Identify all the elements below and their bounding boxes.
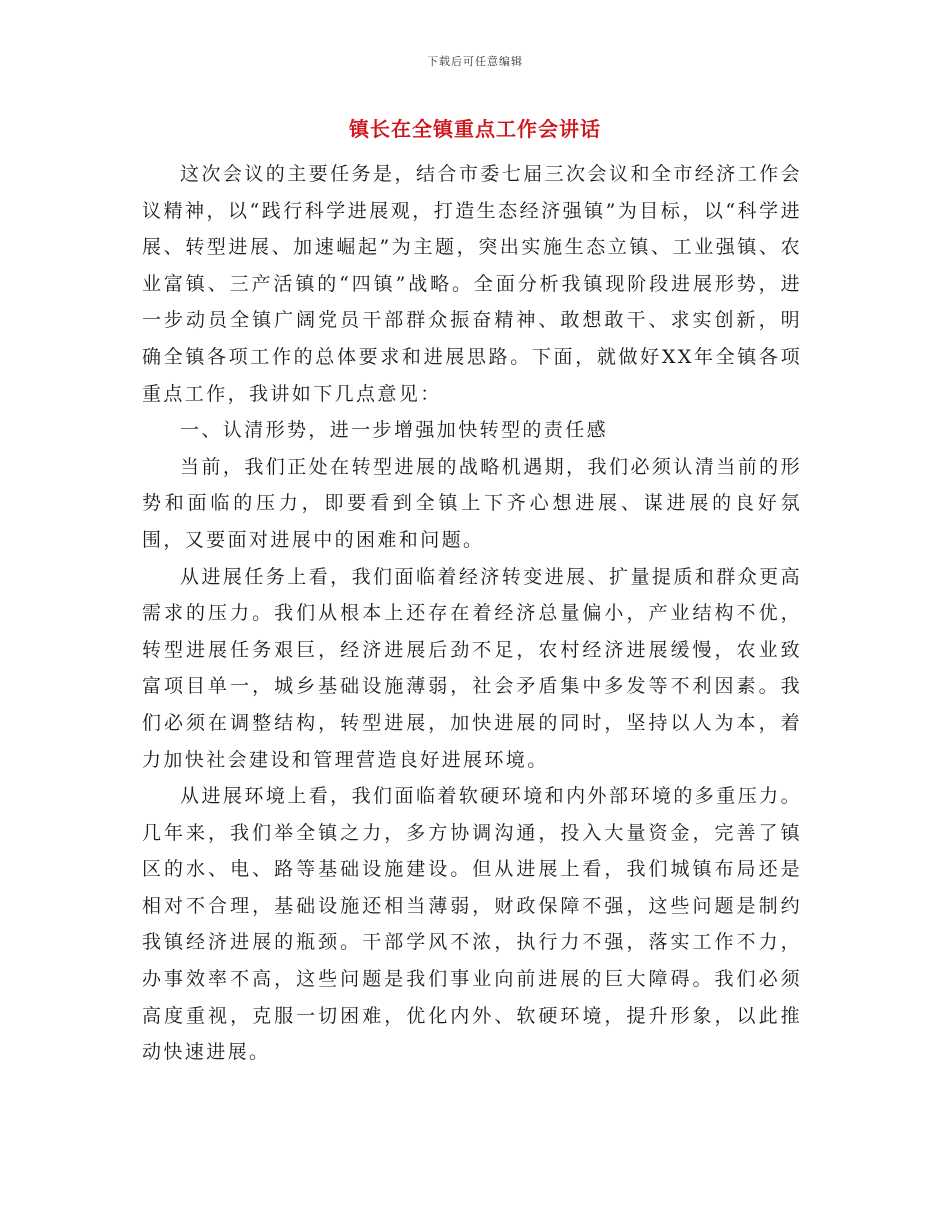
section-heading-1: 一、认清形势，进一步增强加快转型的责任感	[180, 419, 609, 442]
document-body	[142, 156, 802, 1071]
header-note: 下载后可任意编辑	[427, 55, 523, 68]
paragraph-intro: 这次会议的主要任务是，结合市委七届三次会议和全市经济工作会议精神，以“践行科学进展观，打造生态经济强镇”为目标，以“科学进展、转型进展、加速崛起”为主题，突出实施生态立镇、工业强镇、农业富镇、三产活镇的“四镇”战略。全面分析我镇现阶段进展形势，进一步动员全镇广阔党员干部群众振奋精神、敢想敢干、求实创新，明确全镇各项工作的总体要求和进展思路。下面，就做好XX年全镇各项重点工作，我讲如下几点意见：	[142, 163, 802, 405]
document-title: 镇长在全镇重点工作会讲话	[349, 117, 601, 141]
paragraph-current-situation: 当前，我们正处在转型进展的战略机遇期，我们必须认清当前的形势和面临的压力，即要看到全镇上下齐心想进展、谋进展的良好氛围，又要面对进展中的困难和问题。	[142, 455, 802, 551]
paragraph-development-environment: 从进展环境上看，我们面临着软硬环境和内外部环境的多重压力。几年来，我们举全镇之力，多方协调沟通，投入大量资金，完善了镇区的水、电、路等基础设施建设。但从进展上看，我们城镇布局还是相对不合理，基础设施还相当薄弱，财政保障不强，这些问题是制约我镇经济进展的瓶颈。干部学风不浓，执行力不强，落实工作不力，办事效率不高，这些问题是我们事业向前进展的巨大障碍。我们必须高度重视，克服一切困难，优化内外、软硬环境，提升形象，以此推动快速进展。	[142, 785, 802, 1064]
paragraph-development-tasks: 从进展任务上看，我们面临着经济转变进展、扩量提质和群众更高需求的压力。我们从根本上还存在着经济总量偏小，产业结构不优，转型进展任务艰巨，经济进展后劲不足，农村经济进展缓慢，农业致富项目单一，城乡基础设施薄弱，社会矛盾集中多发等不利因素。我们必须在调整结构，转型进展，加快进展的同时，坚持以人为本，着力加快社会建设和管理营造良好进展环境。	[142, 565, 802, 771]
